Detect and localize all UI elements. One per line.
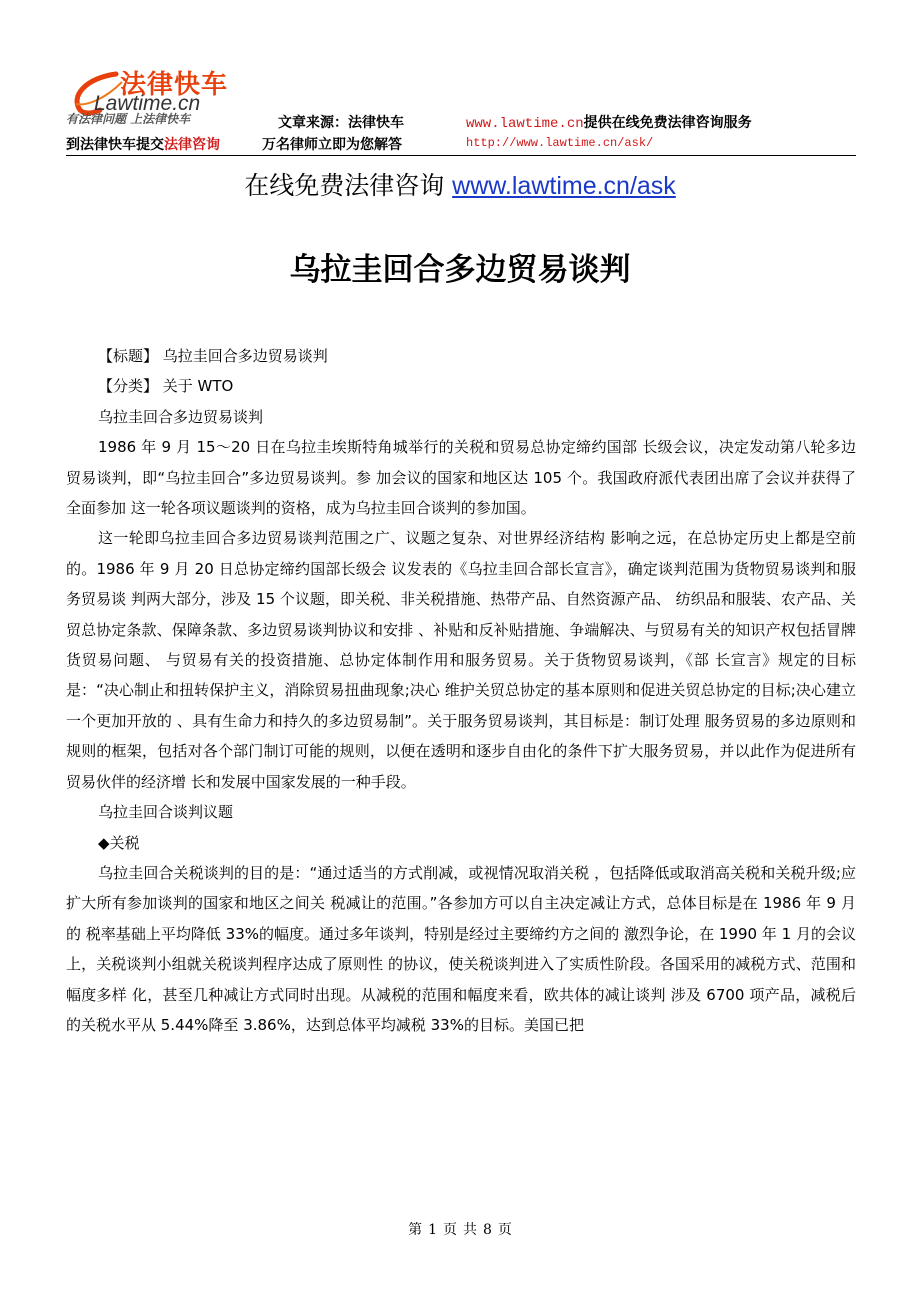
- logo-tagline: 有法律问题 上法律快车: [66, 112, 191, 126]
- paragraph: 乌拉圭回合关税谈判的目的是：“通过适当的方式削减，或视情况取消关税 ，包括降低或取消高关税和关税升级;应扩大所有参加谈判的国家和地区之间关 税减让的范围。”各参加方可以自主决定减让方式，总体目标是在 1986 年 9 月的 税率基础上平均降低 33%的幅度。通过多年谈判，特别是经过主要缔约方之间的 激烈争论，在 1990 年 1 月的会议上，关税谈判小组就关税谈判程序达成了原则性 的协议，使关税谈判进入了实质性阶段。各国采用的减税方式、范围和幅度多样 化，甚至几种减让方式同时出现。从减税的范围和幅度来看，欧共体的减让谈判 涉及 6700 项产品，减税后的关税水平从 5.44%降至 3.86%，达到总体平均减税 33%的目标。美国已把: [66, 863, 856, 1034]
- site-url-link[interactable]: www.lawtime.cn: [466, 116, 584, 132]
- footer-di: 第: [408, 1222, 423, 1238]
- header-divider: [66, 155, 856, 156]
- paragraph: 1986 年 9 月 15～20 日在乌拉圭埃斯特角城举行的关税和贸易总协定缔约国部 长级会议，决定发动第八轮多边贸易谈判，即“乌拉圭回合”多边贸易谈判。参 加会议的国家和地区达 105 个。我国政府派代表团出席了会议并获得了全面参加 这一轮各项议题谈判的资格，成为乌拉圭回合谈判的参加国。: [66, 438, 856, 518]
- lawyers-text: 万名律师立即为您解答: [262, 137, 402, 153]
- page-header: [66, 62, 856, 157]
- footer-ye2: 页: [497, 1222, 512, 1238]
- submit-prefix: 到法律快车提交: [66, 137, 164, 153]
- site-info: [466, 112, 752, 132]
- footer-gong: 共: [463, 1222, 477, 1238]
- page-number: 1: [428, 1222, 437, 1238]
- ask-link[interactable]: www.lawtime.cn/ask: [452, 172, 676, 200]
- ask-url-link[interactable]: http://www.lawtime.cn/ask/: [466, 136, 654, 150]
- paragraph-heading: 乌拉圭回合多边贸易谈判: [98, 407, 264, 426]
- paragraph: 这一轮即乌拉圭回合多边贸易谈判范围之广、议题之复杂、对世界经济结构 影响之远，在总协定历史上都是空前的。1986 年 9 月 20 日总协定缔约国部长级会 议发表的《乌拉圭回合部长宣言》，确定谈判范围为货物贸易谈判和服务贸易谈 判两大部分，涉及 15 个议题，即关税、非关税措施、热带产品、自然资源产品、 纺织品和服装、农产品、关贸总协定条款、保障条款、多边贸易谈判协议和安排 、补贴和反补贴措施、争端解决、与贸易有关的知识产权包括冒牌货贸易问题、 与贸易有关的投资措施、总协定体制作用和服务贸易。关于货物贸易谈判，《部 长宣言》规定的目标是：“决心制止和扭转保护主义，消除贸易扭曲现象;决心 维护关贸总协定的基本原则和促进关贸总协定的目标;决心建立一个更加开放的 、具有生命力和持久的多边贸易制”。关于服务贸易谈判，其目标是：制订处理 服务贸易的多边原则和规则的框架，包括对各个部门制订可能的规则，以便在透明和逐步自由化的条件下扩大服务贸易，并以此作为促进所有贸易伙伴的经济增 长和发展中国家发展的一种手段。: [66, 529, 856, 791]
- subtitle-line: [0, 166, 920, 202]
- section-heading: 乌拉圭回合谈判议题: [98, 803, 234, 822]
- total-pages: 8: [483, 1222, 492, 1238]
- source-label: 文章来源：法律快车: [278, 115, 404, 131]
- lawtime-logo[interactable]: [66, 62, 256, 132]
- subtitle-text: 在线免费法律咨询: [244, 171, 453, 200]
- paragraph-title-field: 【标题】 乌拉圭回合多边贸易谈判: [98, 347, 328, 365]
- document-body: [66, 341, 856, 1040]
- legal-consult-link[interactable]: 法律咨询: [164, 137, 220, 153]
- page-footer: [0, 1219, 920, 1239]
- logo-english-text: Lawtime.cn: [94, 92, 201, 115]
- site-description: 提供在线免费法律咨询服务: [583, 115, 752, 131]
- subsection-heading: ◆关税: [98, 833, 140, 852]
- logo-chinese-text: 法律快车: [120, 70, 229, 100]
- footer-ye: 页: [443, 1222, 457, 1238]
- paragraph-category-field: 【分类】 关于 WTO: [98, 377, 234, 396]
- document-title: 乌拉圭回合多边贸易谈判: [289, 252, 631, 288]
- submit-consult: [66, 134, 220, 154]
